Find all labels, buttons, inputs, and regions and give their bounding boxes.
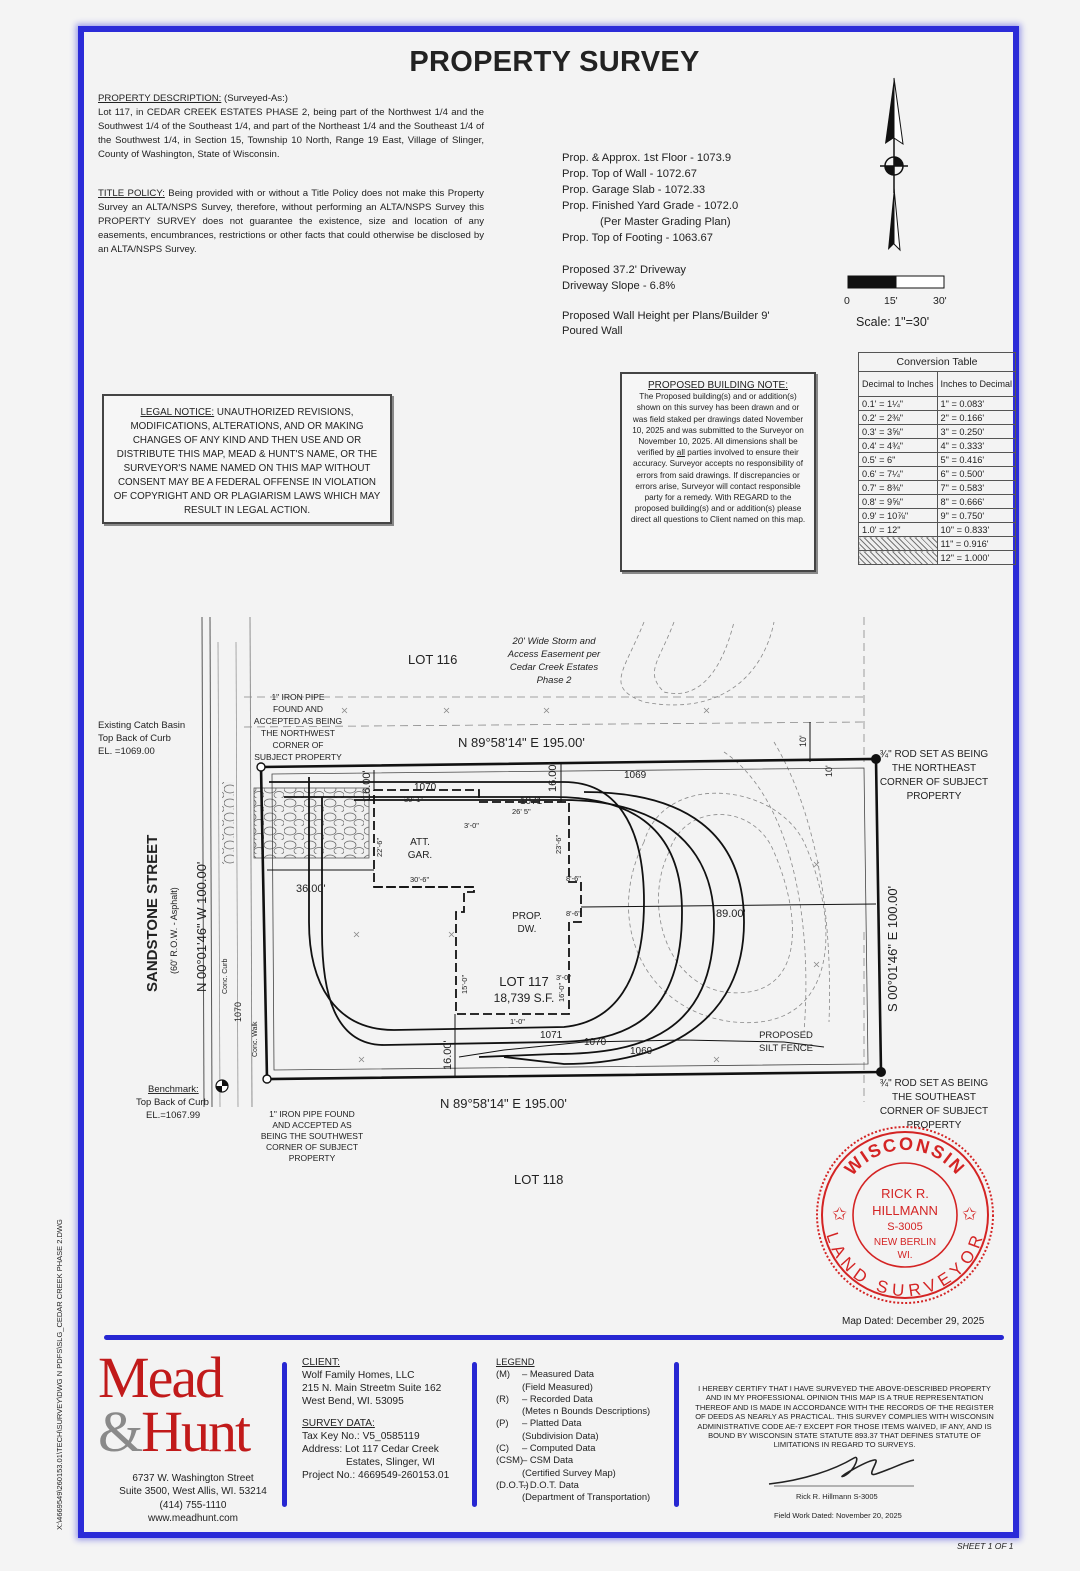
table-cell: 4" = 0.333' — [937, 439, 1016, 453]
legal-notice-box — [102, 394, 392, 524]
table-row — [859, 397, 1016, 411]
footer-vertical-divider — [674, 1362, 679, 1507]
client-heading: CLIENT: — [302, 1357, 340, 1368]
conversion-table-title: Conversion Table — [859, 353, 1016, 372]
dim-east-setback: 89.00' — [716, 908, 746, 920]
elevation-list — [562, 150, 738, 246]
table-cell: 0.6' = 7¼" — [859, 467, 938, 481]
building-note-all: all — [676, 448, 685, 458]
stone-apron — [222, 782, 234, 864]
ne-rod-line: THE NORTHEAST — [891, 763, 977, 774]
table-row — [859, 453, 1016, 467]
sheet-number: SHEET 1 OF 1 — [957, 1541, 1014, 1551]
survey-address: Address: Lot 117 Cedar Creek — [302, 1444, 439, 1455]
logo-mead: Mead — [98, 1345, 223, 1410]
stone-driveway — [254, 788, 369, 858]
nw-pipe-line: ACCEPTED AS BEING — [253, 716, 343, 726]
seal-star-icon: ✩ — [962, 1204, 978, 1224]
address-website: www.meadhunt.com — [147, 1513, 239, 1525]
table-cell: 8" = 0.666' — [937, 495, 1016, 509]
elevation-top-of-footing: Prop. Top of Footing - 1063.67 — [562, 232, 713, 244]
garage-line-2: GAR. — [407, 850, 433, 861]
site-plan — [84, 602, 1025, 1187]
se-rod-line: ¾" ROD SET AS BEING — [879, 1078, 989, 1089]
conversion-col-inches: Inches to Decimal — [937, 372, 1016, 397]
scale-tick-30: 30' — [933, 295, 947, 307]
survey-address-2: Estates, Slinger, WI — [346, 1457, 435, 1468]
table-cell: 0.1' = 1¼" — [859, 397, 938, 411]
elevation-first-floor: Prop. & Approx. 1st Floor - 1073.9 — [562, 152, 732, 164]
building-note-text-b: parties involved to ensure their accuracy. Surveyor accepts no responsibility of errors from said drawings. If discrepancies or errors arise, Surveyor will contact responsible party for a remedy. With REGARD to the proposed building(s) and or addition(s) please direct all questions to Client named on this map. — [630, 448, 806, 525]
table-row — [859, 523, 1016, 537]
legal-notice-heading: LEGAL NOTICE: — [140, 407, 215, 418]
legend-item: (Metes n Bounds Descriptions) — [522, 1405, 651, 1417]
catch-basin-line-3: EL. =1069.00 — [98, 746, 155, 757]
se-rod-line: PROPERTY — [906, 1120, 962, 1131]
elevation-top-of-wall: Prop. Top of Wall - 1072.67 — [562, 168, 697, 180]
client-block — [302, 1356, 449, 1482]
property-description-suffix: (Surveyed-As:) — [221, 93, 288, 104]
contour-label: 1069 — [630, 1046, 653, 1057]
house-dim: 8'-6" — [566, 909, 581, 918]
house-dim: 8'-6" — [566, 874, 581, 883]
north-arrow-icon — [874, 78, 914, 253]
legend-item: (Subdivision Data) — [522, 1429, 599, 1441]
company-address — [98, 1472, 288, 1526]
dwelling-line-1: PROP. — [512, 911, 542, 922]
survey-frame — [78, 26, 1019, 1538]
se-corner-marker — [876, 1067, 886, 1077]
ne-rod-line: CORNER OF SUBJECT — [879, 777, 989, 788]
building-note-text-a: The Proposed building(s) and or addition(s) shown on this survey has been drawn and or was field staked per drawings dated November 10, 2025 and was submitted to the Surveyor on November 10, 2025. All dimensions shall be verified by — [632, 392, 804, 458]
silt-fence-line-2: SILT FENCE — [758, 1043, 814, 1054]
driveway-length: Proposed 37.2' Driveway — [562, 264, 687, 276]
table-row — [859, 439, 1016, 453]
south-bearing: N 89°58'14" E 195.00' — [440, 1096, 567, 1111]
nw-pipe-line: THE NORTHWEST — [261, 728, 335, 738]
sw-pipe-line: CORNER OF SUBJECT — [265, 1142, 359, 1152]
table-cell: 7" = 0.583' — [937, 481, 1016, 495]
contour-label: 1070 — [414, 782, 437, 793]
table-cell: 2" = 0.166' — [937, 411, 1016, 425]
legend-item: (P) – Platted Data — [496, 1417, 582, 1429]
sw-pipe-line: PROPERTY — [288, 1153, 336, 1163]
walk-label: Conc. Walk — [252, 1021, 259, 1057]
conversion-col-decimal: Decimal to Inches — [859, 372, 938, 397]
scale-label: Scale: 1"=30' — [856, 315, 930, 329]
contour-label: 1070 — [584, 1037, 607, 1048]
house-dim: 16'-0" — [557, 982, 566, 1002]
scale-tick-15: 15' — [884, 295, 898, 307]
house-dim: 3'-0" — [464, 821, 479, 830]
table-cell: 0.5' = 6" — [859, 453, 938, 467]
sw-pipe-label — [261, 1109, 363, 1163]
table-cell: 12" = 1.000' — [937, 551, 1016, 565]
easement-label — [507, 636, 601, 686]
file-path: X:\4669549\260153.01\TECH\SURVEY\DWG N PDFS\SLG_CEDAR CREEK PHASE 2.DWG — [55, 1219, 64, 1530]
lot-name: LOT 117 — [499, 974, 549, 989]
dim-north-setback: 16.00' — [361, 770, 373, 800]
dim-easement-2: 10' — [824, 765, 834, 777]
street-name: SANDSTONE STREET — [144, 834, 161, 992]
table-cell: 0.8' = 9⅝" — [859, 495, 938, 509]
table-row — [859, 411, 1016, 425]
legend-heading: LEGEND — [496, 1356, 535, 1367]
logo-amp: & — [98, 1399, 142, 1464]
legend-item: (R) – Recorded Data — [496, 1392, 593, 1404]
ne-rod-line: ¾" ROD SET AS BEING — [879, 749, 989, 760]
driveway-slope: Driveway Slope - 6.8% — [562, 280, 676, 292]
table-cell: 11" = 0.916' — [937, 537, 1016, 551]
se-rod-line: CORNER OF SUBJECT — [879, 1106, 989, 1117]
map-dated: Map Dated: December 29, 2025 — [842, 1316, 985, 1327]
contour-label: 1069 — [624, 770, 647, 781]
seal-star-icon: ✩ — [832, 1204, 848, 1224]
client-address-2: West Bend, WI. 53095 — [302, 1396, 404, 1407]
scale-tick-0: 0 — [844, 295, 850, 307]
elevation-garage-slab: Prop. Garage Slab - 1072.33 — [562, 184, 706, 196]
table-cell: 3" = 0.250' — [937, 425, 1016, 439]
legend-item: (CSM) – CSM Data — [496, 1454, 574, 1466]
nw-pipe-label — [254, 692, 342, 762]
seal-state: WI. — [897, 1250, 913, 1261]
sw-pipe-line: AND ACCEPTED AS — [272, 1120, 352, 1130]
table-cell: 0.7' = 8⅜" — [859, 481, 938, 495]
survey-tax-key: Tax Key No.: V5_0585119 — [302, 1431, 420, 1442]
dim-south-setback: 16.00' — [442, 1040, 454, 1070]
benchmark-icon — [216, 1080, 228, 1092]
logo-hunt: Hunt — [141, 1399, 250, 1464]
building-note-box — [620, 372, 816, 572]
west-bearing: N 00°01'46" W 100.00' — [194, 861, 209, 992]
table-cell: 1.0' = 12" — [859, 523, 938, 537]
client-name: Wolf Family Homes, LLC — [302, 1370, 415, 1381]
legal-notice-text: UNAUTHORIZED REVISIONS, MODIFICATIONS, ALTERATIONS, AND OR MAKING CHANGES OF ANY KIND AND THEN USE AND OR DISTRIBUTE THIS MAP, MEAD & HUNT'S NAME, OR THE SURVEYOR'S NAME NAMED ON THIS MAP WITHOUT CONSENT MAY BE A FEDERAL OFFENSE IN VIOLATION OF COPYRIGHT AND OR PLAGIARISM LAWS WHICH MAY RESULT IN LEGAL ACTION. — [113, 407, 381, 516]
house-dim: 30'-6" — [410, 875, 430, 884]
garage-line-1: ATT. — [410, 837, 430, 848]
surveyor-signature — [764, 1450, 924, 1492]
legend-item: (Field Measured) — [522, 1380, 593, 1392]
certification-text: I HEREBY CERTIFY THAT I HAVE SURVEYED THE ABOVE-DESCRIBED PROPERTY AND IN MY PROFESSIONAL OPINION THIS MAP IS A TRUE REPRESENTATION THEREOF AND IS MADE IN ACCORDANCE WITH THE RECORDS OF THE REGISTER OF DEEDS AS NEARLY AS PRACTICAL. THIS SURVEY COMPLIES WITH WISCONSIN ADMINISTRATIVE CODE AE-7 EXCEPT FOR THOSE ITEMS WAIVED, IF ANY, AND IS BOUND BY WISCONSIN STATE STATUTE 893.37 THAT DEFINES STATUTE OF LIMITATIONS IN REGARD TO SURVEYS. — [695, 1384, 994, 1450]
title-policy — [98, 187, 484, 257]
table-row — [859, 481, 1016, 495]
catch-basin-label — [98, 720, 185, 757]
ne-rod-line: PROPERTY — [906, 791, 962, 802]
house-dim: 23'-6" — [554, 834, 563, 854]
contour-label: 1071 — [520, 796, 543, 807]
footer-vertical-divider — [282, 1362, 287, 1507]
legend-item: (M) – Measured Data — [496, 1368, 594, 1380]
sw-corner-marker — [263, 1075, 271, 1083]
footer-vertical-divider — [472, 1362, 477, 1507]
house-dim: 26' 5" — [512, 807, 531, 816]
table-row — [859, 467, 1016, 481]
table-cell-hatched — [859, 537, 938, 551]
se-rod-line: THE SOUTHEAST — [892, 1092, 976, 1103]
dim-easement-1: 10' — [798, 735, 808, 747]
benchmark-line-1: Benchmark: — [148, 1084, 199, 1095]
company-logo — [98, 1345, 273, 1464]
legend-item: (D.O.T.) – D.O.T. Data — [496, 1478, 579, 1490]
seal-name-1: RICK R. — [881, 1186, 929, 1201]
silt-fence-line-1: PROPOSED — [759, 1030, 813, 1041]
house-dim: 1'-0" — [510, 1017, 525, 1026]
address-street: 6737 W. Washington Street — [132, 1473, 254, 1484]
house-dim: 22'-6" — [375, 837, 384, 857]
dim-west-setback: 36.00' — [296, 883, 326, 895]
house-dim: 3'-0" — [556, 973, 571, 982]
house-dim: 30'-1" — [404, 795, 424, 804]
nw-pipe-line: 1" IRON PIPE — [271, 692, 325, 702]
catch-basin-line-1: Existing Catch Basin — [98, 720, 186, 731]
benchmark-label — [136, 1084, 209, 1121]
seal-license: S-3005 — [887, 1221, 923, 1233]
dim-north-setback-2: 16.00' — [547, 762, 559, 792]
legend-item: (Department of Transportation) — [522, 1491, 651, 1503]
house-dim: 15'-0" — [460, 974, 469, 994]
table-cell: 1" = 0.083' — [937, 397, 1016, 411]
elevation-grading-plan: (Per Master Grading Plan) — [600, 216, 731, 228]
seal-name-2: HILLMANN — [872, 1203, 938, 1218]
nw-pipe-line: SUBJECT PROPERTY — [254, 752, 342, 762]
surveyor-seal — [812, 1122, 998, 1308]
table-cell: 0.9' = 10⅞" — [859, 509, 938, 523]
elevation-finished-grade: Prop. Finished Yard Grade - 1072.0 — [562, 200, 739, 212]
building-note-heading: PROPOSED BUILDING NOTE: — [647, 380, 789, 391]
north-bearing: N 89°58'14" E 195.00' — [458, 735, 585, 750]
nw-corner-marker — [257, 763, 265, 771]
seal-top-text: WISCONSIN — [840, 1133, 970, 1180]
ne-rod-label — [880, 749, 989, 802]
garage-label — [408, 837, 432, 861]
table-row — [859, 425, 1016, 439]
table-cell: 5" = 0.416' — [937, 453, 1016, 467]
survey-project-no: Project No.: 4669549-260153.01 — [302, 1470, 450, 1481]
footer-divider — [104, 1335, 1004, 1340]
contour-label: 1071 — [540, 1030, 563, 1041]
east-bearing: S 00°01'46" E 100.00' — [885, 885, 900, 1012]
seal-city: NEW BERLIN — [873, 1237, 937, 1248]
curb-label: Conc. Curb — [222, 958, 229, 994]
table-row — [859, 537, 1016, 551]
legend-item: (Certified Survey Map) — [522, 1466, 616, 1478]
easement-line-2: Access Easement per — [507, 649, 601, 660]
title-policy-text: Being provided with or without a Title Policy does not make this Property Survey an ALTA/NSPS Survey, therefore, without performing an ALTA/NSPS Survey this PROPERTY SURVEY does not guarantee the existence, size and location of any easements, encumbrances, restrictions or other facts that could otherwise be disclosed by an ALTA/NSPS Survey. — [98, 188, 484, 255]
seal-bottom-text: LAND SURVEYOR — [822, 1230, 988, 1301]
table-cell: 0.2' = 2⅜" — [859, 411, 938, 425]
table-cell: 0.4' = 4¾" — [859, 439, 938, 453]
table-cell: 9" = 0.750' — [937, 509, 1016, 523]
table-cell: 0.3' = 3⅝" — [859, 425, 938, 439]
dwelling-label — [512, 911, 542, 935]
table-cell: 6" = 0.500' — [937, 467, 1016, 481]
property-description-text: Lot 117, in CEDAR CREEK ESTATES PHASE 2, being part of the Northwest 1/4 and the Southwest 1/4 of the Southeast 1/4, and part of the Northeast 1/4 and the Southeast 1/4 of the Southwest 1/4, in Section 15, Township 10 North, Range 19 East, Village of Slinger, County of Washington, State of Wisconsin. — [98, 107, 484, 160]
nw-pipe-line: FOUND AND — [272, 704, 324, 714]
nw-pipe-line: CORNER OF — [272, 740, 324, 750]
easement-line-3: Cedar Creek Estates — [509, 662, 599, 673]
street-row-label: (60' R.O.W. - Asphalt) — [169, 887, 179, 974]
catch-basin-line-2: Top Back of Curb — [98, 733, 171, 744]
benchmark-line-2: Top Back of Curb — [136, 1097, 209, 1108]
table-cell-hatched — [859, 551, 938, 565]
field-work-date: Field Work Dated: November 20, 2025 — [774, 1511, 902, 1520]
table-row — [859, 509, 1016, 523]
property-description — [98, 92, 484, 162]
address-phone: (414) 755-1110 — [159, 1499, 227, 1511]
page-title: PROPERTY SURVEY — [409, 46, 700, 78]
easement-line-1: 20' Wide Storm and — [512, 636, 596, 647]
table-cell: 10" = 0.833' — [937, 523, 1016, 537]
contour-label: 1070 — [233, 1001, 243, 1022]
sw-pipe-line: BEING THE SOUTHWEST — [260, 1131, 364, 1141]
conversion-table — [858, 352, 1016, 565]
lot116-label: LOT 116 — [408, 652, 458, 667]
legend-item: (C) – Computed Data — [496, 1442, 596, 1454]
dwelling-line-2: DW. — [517, 924, 537, 935]
legend-block — [496, 1356, 650, 1504]
driveway-note — [562, 262, 686, 294]
address-city: Suite 3500, West Allis, WI. 53214 — [119, 1486, 267, 1498]
lot118-label: LOT 118 — [514, 1172, 564, 1187]
property-description-heading: PROPERTY DESCRIPTION: — [98, 93, 222, 104]
signer-name: Rick R. Hillmann S-3005 — [796, 1492, 878, 1501]
wall-height-note: Proposed Wall Height per Plans/Builder 9' Poured Wall — [562, 310, 770, 337]
sw-pipe-line: 1" IRON PIPE FOUND — [269, 1109, 355, 1119]
lot-area: 18,739 S.F. — [493, 991, 555, 1005]
title-policy-heading: TITLE POLICY: — [98, 188, 165, 199]
benchmark-line-3: EL.=1067.99 — [146, 1110, 201, 1121]
survey-data-heading: SURVEY DATA: — [302, 1418, 375, 1429]
easement-line-4: Phase 2 — [536, 675, 572, 686]
client-address-1: 215 N. Main Streetm Suite 162 — [302, 1383, 442, 1394]
table-row — [859, 551, 1016, 565]
table-row — [859, 495, 1016, 509]
